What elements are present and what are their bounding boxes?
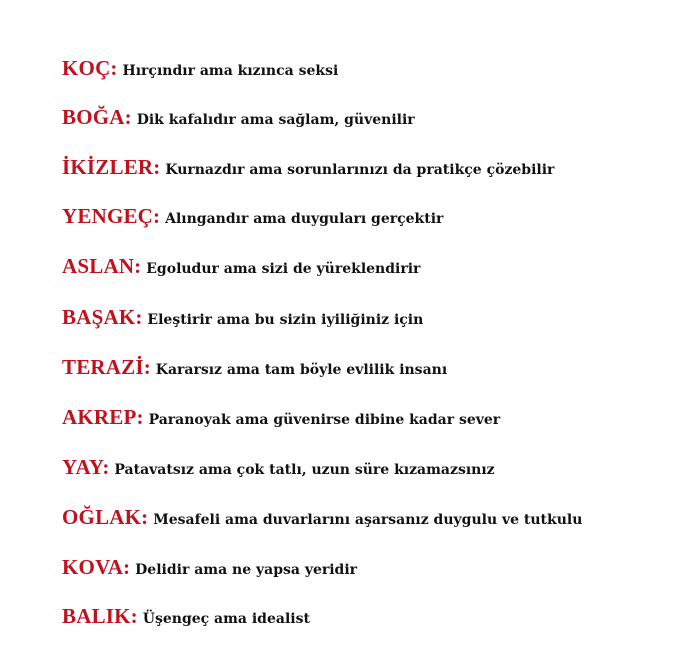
- sign-description: Kararsız ama tam böyle evlilik insanı: [150, 362, 448, 378]
- list-item-koc: [62, 56, 338, 86]
- list-item-yengec: [62, 204, 443, 234]
- sign-description: Paranoyak ama güvenirse dibine kadar sever: [143, 412, 501, 428]
- list-item-akrep: [62, 405, 500, 435]
- sign-description: Patavatsız ama çok tatlı, uzun süre kızamazsınız: [109, 462, 495, 478]
- sign-name: ASLAN:: [62, 254, 142, 278]
- sign-description: Delidir ama ne yapsa yeridir: [130, 562, 358, 578]
- sign-name: KOÇ:: [62, 56, 118, 80]
- sign-name: YAY:: [62, 455, 110, 479]
- sign-name: YENGEÇ:: [62, 204, 161, 228]
- list-item-basak: [62, 305, 423, 335]
- sign-name: OĞLAK:: [62, 505, 149, 529]
- list-item-kova: [62, 555, 357, 585]
- list-item-terazi: [62, 355, 447, 385]
- sign-name: BAŞAK:: [62, 305, 143, 329]
- sign-name: İKİZLER:: [62, 155, 161, 179]
- sign-description: Alıngandır ama duyguları gerçektir: [160, 211, 444, 227]
- sign-name: TERAZİ:: [62, 355, 151, 379]
- sign-description: Hırçındır ama kızınca seksi: [117, 63, 339, 79]
- sign-description: Kurnazdır ama sorunlarınızı da pratikçe çözebilir: [160, 162, 555, 178]
- sign-name: BALIK:: [62, 604, 138, 628]
- sign-description: Üşengeç ama idealist: [137, 611, 310, 627]
- list-item-oglak: [62, 505, 582, 535]
- sign-description: Egoludur ama sizi de yüreklendirir: [141, 261, 421, 277]
- list-item-balik: [62, 604, 310, 634]
- sign-description: Dik kafalıdır ama sağlam, güvenilir: [131, 112, 415, 128]
- list-item-ikizler: [62, 155, 554, 185]
- sign-name: AKREP:: [62, 405, 144, 429]
- list-item-yay: [62, 455, 495, 485]
- list-item-aslan: [62, 254, 420, 284]
- sign-description: Mesafeli ama duvarlarını aşarsanız duygulu ve tutkulu: [148, 512, 583, 528]
- sign-name: BOĞA:: [62, 105, 132, 129]
- sign-name: KOVA:: [62, 555, 131, 579]
- sign-description: Eleştirir ama bu sizin iyiliğiniz için: [142, 312, 424, 328]
- list-item-boga: [62, 105, 415, 135]
